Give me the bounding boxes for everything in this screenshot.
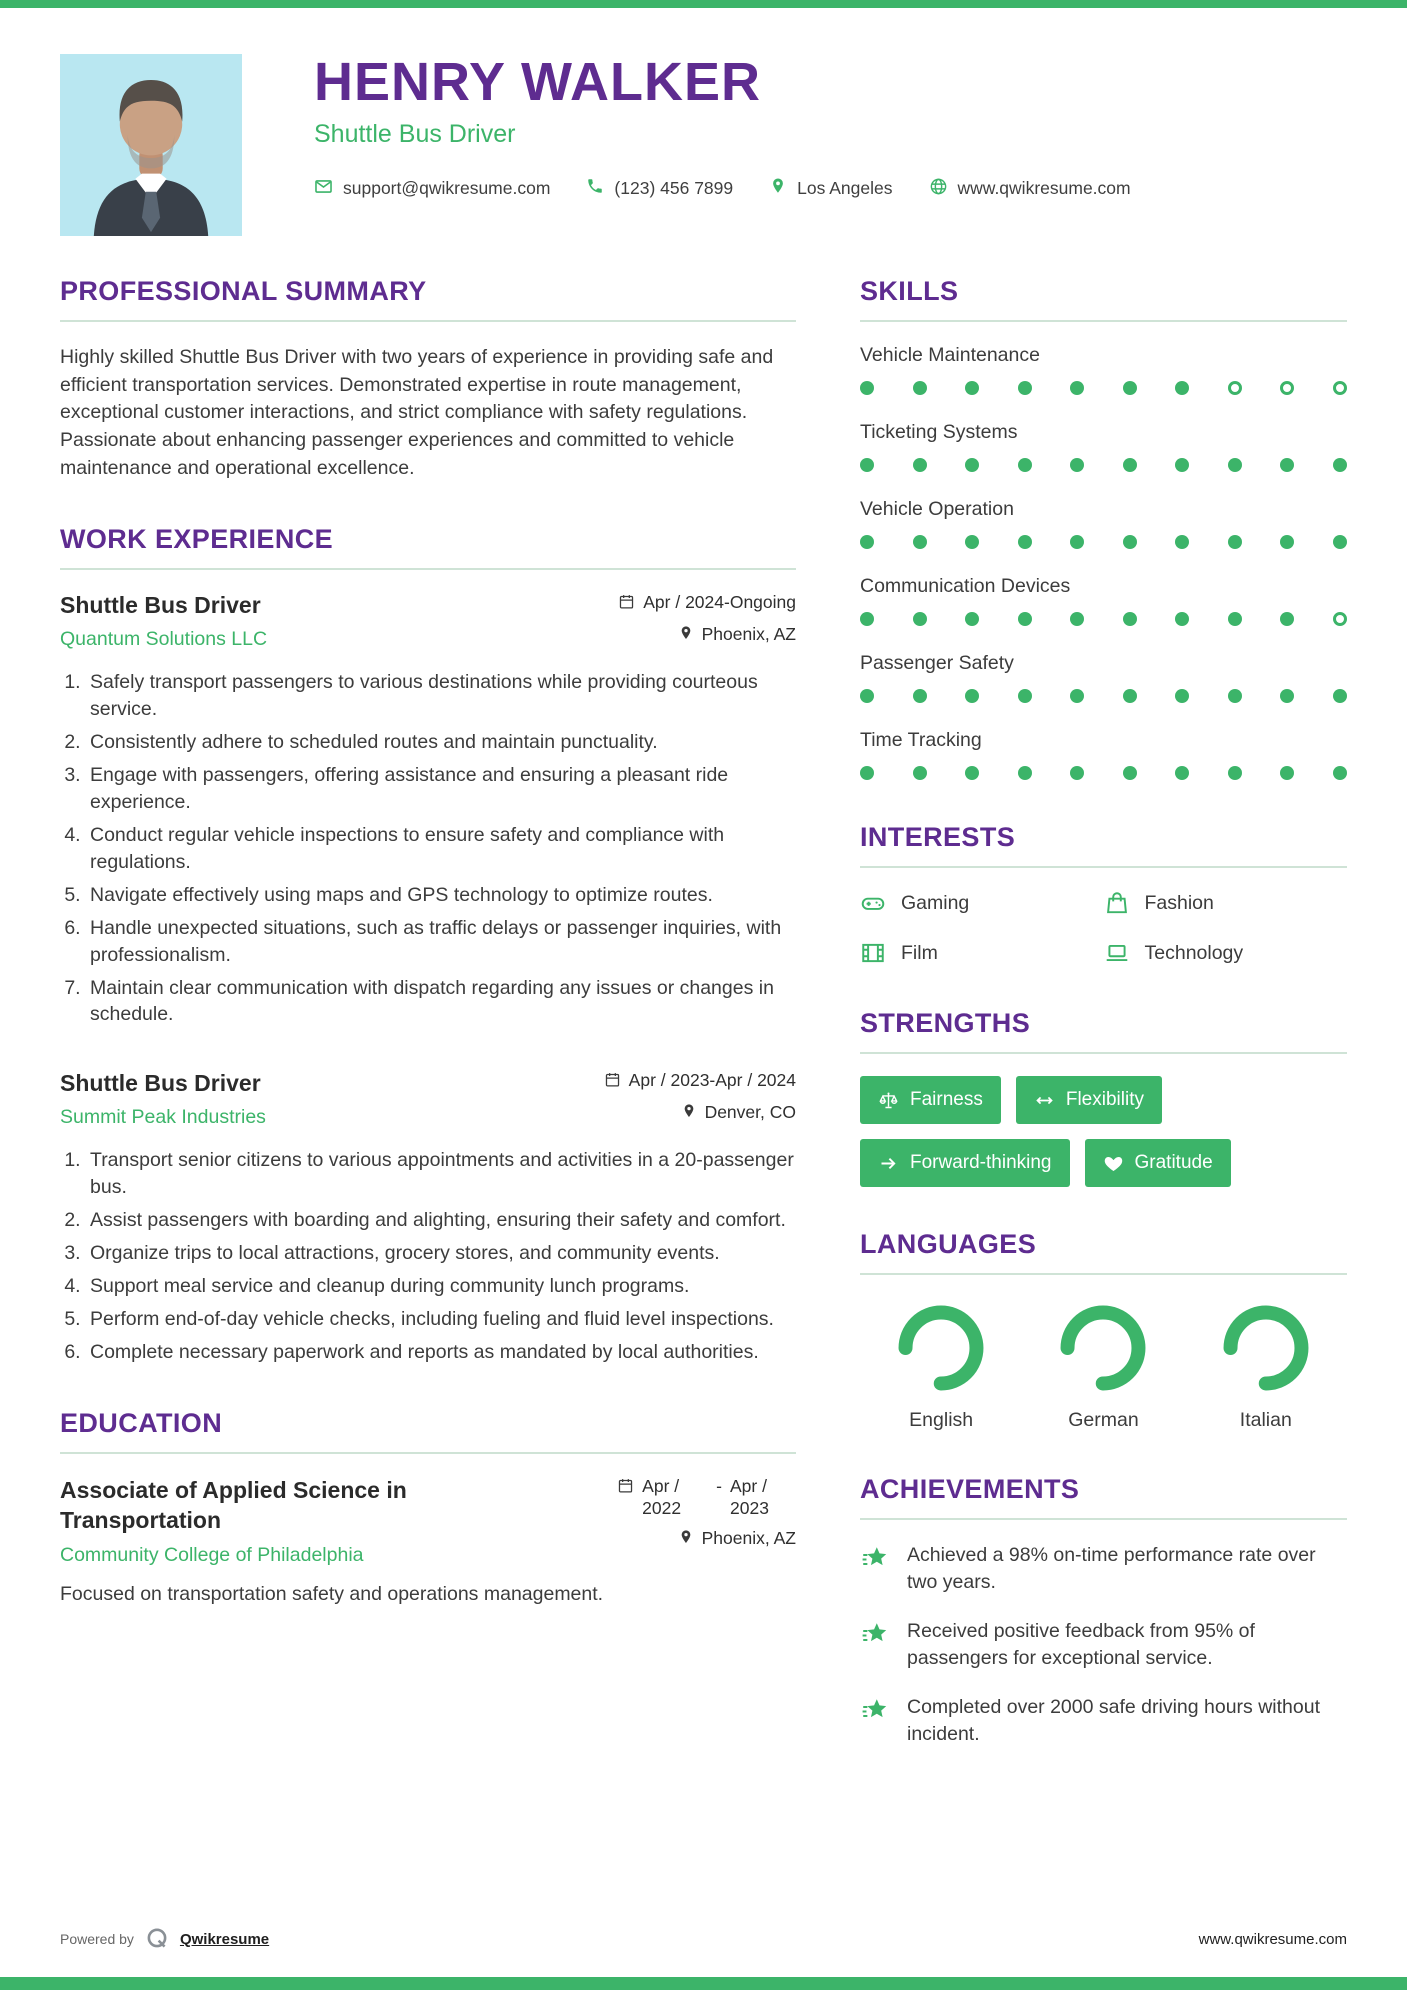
languages-section bbox=[860, 1229, 1347, 1432]
section-divider bbox=[60, 568, 796, 570]
achievement-item bbox=[860, 1694, 1347, 1748]
calendar-icon bbox=[617, 1476, 634, 1499]
calendar-icon bbox=[604, 1070, 621, 1093]
skill-item bbox=[860, 652, 1347, 703]
skill-dot-filled bbox=[1280, 458, 1294, 472]
skill-dot-filled bbox=[1070, 612, 1084, 626]
education-meta bbox=[617, 1476, 796, 1551]
section-divider bbox=[860, 320, 1347, 322]
candidate-name: HENRY WALKER bbox=[314, 52, 762, 112]
skill-dot-filled bbox=[913, 381, 927, 395]
contact-website-text: www.qwikresume.com bbox=[957, 178, 1131, 199]
job-meta bbox=[604, 1070, 796, 1124]
powered-by bbox=[60, 1926, 269, 1952]
skill-dot-filled bbox=[1280, 535, 1294, 549]
date-range-dash: - bbox=[716, 1475, 722, 1496]
skill-dot-filled bbox=[1175, 535, 1189, 549]
skill-dot-filled bbox=[1333, 689, 1347, 703]
strengths-section bbox=[860, 1008, 1347, 1187]
heart-icon bbox=[1103, 1153, 1124, 1174]
profile-photo bbox=[60, 54, 242, 236]
section-divider bbox=[860, 1518, 1347, 1520]
job-location-text: Denver, CO bbox=[704, 1102, 796, 1123]
job-duty: 5. Perform end-of-day vehicle checks, including fueling and fluid level inspections. bbox=[86, 1306, 796, 1333]
strength-label: Fairness bbox=[910, 1089, 983, 1110]
skill-rating bbox=[860, 689, 1347, 703]
skill-item bbox=[860, 729, 1347, 780]
job-title-block bbox=[60, 1070, 266, 1129]
skill-rating bbox=[860, 458, 1347, 472]
strength-chip bbox=[1085, 1139, 1231, 1187]
pin-icon bbox=[678, 1528, 694, 1550]
work-heading: WORK EXPERIENCE bbox=[60, 524, 334, 555]
job-dates-text: Apr / 2023-Apr / 2024 bbox=[628, 1070, 796, 1091]
education-degree: Associate of Applied Science in Transportation bbox=[60, 1476, 407, 1533]
pin-icon bbox=[681, 1102, 697, 1124]
skill-dot-filled bbox=[1175, 381, 1189, 395]
education-school: Community College of Philadelphia bbox=[60, 1544, 364, 1567]
strength-label: Flexibility bbox=[1065, 1089, 1144, 1110]
skill-dot-empty bbox=[1333, 612, 1347, 626]
achievement-text: Completed over 2000 safe driving hours without incident. bbox=[907, 1695, 1320, 1745]
job-location bbox=[681, 1102, 796, 1124]
skill-item bbox=[860, 575, 1347, 626]
strength-label: Gratitude bbox=[1134, 1152, 1213, 1173]
contact-location bbox=[769, 177, 892, 200]
scales-icon bbox=[878, 1090, 899, 1111]
job-entry bbox=[60, 592, 796, 1028]
interests-heading: INTERESTS bbox=[860, 822, 1016, 852]
job-duties-list bbox=[60, 669, 796, 1028]
education-date-end: Apr / 2023 bbox=[730, 1475, 769, 1518]
education-dates bbox=[617, 1476, 796, 1520]
job-title-block bbox=[60, 592, 267, 651]
powered-by-label: Powered by bbox=[60, 1931, 134, 1947]
skill-dot-filled bbox=[1123, 381, 1137, 395]
skill-dot-filled bbox=[1018, 612, 1032, 626]
summary-text: Highly skilled Shuttle Bus Driver with two years of experience in providing safe and efficient transportation services. Demonstrated expertise in route management, exceptional customer interactions, and strict compliance with safety regulations. Passionate about enhancing passenger experiences and committed to vehicle maintenance and operational excellence. bbox=[60, 346, 774, 479]
achievement-star-icon bbox=[860, 1544, 891, 1575]
skill-dot-filled bbox=[1123, 766, 1137, 780]
job-duty: 2. Assist passengers with boarding and alighting, ensuring their safety and comfort. bbox=[86, 1207, 796, 1234]
skills-heading: SKILLS bbox=[860, 276, 959, 306]
skill-dot-filled bbox=[965, 535, 979, 549]
strengths-heading: STRENGTHS bbox=[860, 1008, 1031, 1038]
skill-dot-filled bbox=[1070, 689, 1084, 703]
skill-dot-filled bbox=[965, 766, 979, 780]
skill-dot-filled bbox=[913, 458, 927, 472]
language-item bbox=[1185, 1305, 1347, 1432]
summary-heading: PROFESSIONAL SUMMARY bbox=[60, 276, 427, 306]
job-duty: 4. Support meal service and cleanup during community lunch programs. bbox=[86, 1273, 796, 1300]
left-column bbox=[60, 276, 796, 1789]
skill-dot-filled bbox=[1333, 766, 1347, 780]
summary-section bbox=[60, 276, 796, 482]
shopping-bag-icon bbox=[1104, 890, 1130, 916]
skill-dot-filled bbox=[860, 612, 874, 626]
job-duty: 3. Engage with passengers, offering assistance and ensuring a pleasant ride experience. bbox=[86, 762, 796, 816]
skill-dot-filled bbox=[1070, 381, 1084, 395]
education-note: Focused on transportation safety and operations management. bbox=[60, 1583, 604, 1606]
skill-dot-filled bbox=[1175, 689, 1189, 703]
skill-dot-filled bbox=[1175, 612, 1189, 626]
bottom-accent-bar bbox=[0, 1977, 1407, 1990]
main-content bbox=[0, 266, 1407, 1789]
skill-dot-filled bbox=[1018, 535, 1032, 549]
interest-item bbox=[1104, 940, 1348, 966]
achievement-item bbox=[860, 1542, 1347, 1596]
skill-dot-filled bbox=[1228, 766, 1242, 780]
education-location bbox=[678, 1528, 796, 1550]
job-dates bbox=[618, 592, 796, 615]
language-item bbox=[860, 1305, 1022, 1432]
skills-section bbox=[860, 276, 1347, 780]
section-divider bbox=[60, 320, 796, 322]
skill-dot-filled bbox=[1175, 458, 1189, 472]
skill-dot-filled bbox=[1070, 458, 1084, 472]
job-location-text: Phoenix, AZ bbox=[701, 624, 796, 645]
skill-dot-filled bbox=[1070, 766, 1084, 780]
strength-chip bbox=[860, 1076, 1001, 1124]
skill-dot-filled bbox=[1123, 458, 1137, 472]
skill-name: Ticketing Systems bbox=[860, 421, 1018, 443]
languages-heading: LANGUAGES bbox=[860, 1229, 1037, 1259]
skill-dot-filled bbox=[1123, 535, 1137, 549]
contact-phone-text: (123) 456 7899 bbox=[614, 178, 734, 199]
arrow-right-icon bbox=[878, 1153, 899, 1174]
achievement-star-icon bbox=[860, 1620, 891, 1651]
right-column bbox=[860, 276, 1347, 1789]
interest-item bbox=[860, 890, 1104, 916]
section-divider bbox=[60, 1452, 796, 1454]
job-duty: 5. Navigate effectively using maps and GPS technology to optimize routes. bbox=[86, 882, 796, 909]
skill-dot-filled bbox=[860, 381, 874, 395]
skill-dot-filled bbox=[913, 689, 927, 703]
education-head bbox=[60, 1476, 796, 1568]
job-meta bbox=[618, 592, 796, 646]
candidate-title: Shuttle Bus Driver bbox=[314, 119, 516, 148]
interest-label: Technology bbox=[1144, 941, 1244, 964]
interest-label: Film bbox=[901, 941, 938, 964]
skill-dot-filled bbox=[965, 689, 979, 703]
skill-dot-filled bbox=[1280, 689, 1294, 703]
job-company: Summit Peak Industries bbox=[60, 1106, 266, 1129]
language-donut-chart bbox=[898, 1305, 984, 1391]
strengths-list bbox=[860, 1076, 1347, 1187]
achievement-text: Achieved a 98% on-time performance rate over two years. bbox=[907, 1544, 1316, 1593]
job-duty: 3. Organize trips to local attractions, grocery stores, and community events. bbox=[86, 1240, 796, 1267]
languages-grid bbox=[860, 1297, 1347, 1432]
skill-rating bbox=[860, 766, 1347, 780]
skill-dot-filled bbox=[1333, 458, 1347, 472]
skill-item bbox=[860, 421, 1347, 472]
qwikresume-brand-link[interactable]: Qwikresume bbox=[179, 1930, 270, 1948]
education-degree-block bbox=[60, 1476, 510, 1568]
skill-dot-filled bbox=[1228, 612, 1242, 626]
skill-item bbox=[860, 344, 1347, 395]
interest-item bbox=[1104, 890, 1348, 916]
contact-row bbox=[314, 177, 1131, 201]
achievement-text: Received positive feedback from 95% of passengers for exceptional service. bbox=[907, 1619, 1255, 1669]
skill-dot-filled bbox=[965, 612, 979, 626]
skill-name: Vehicle Maintenance bbox=[860, 344, 1040, 366]
education-date-start: Apr / 2022 bbox=[642, 1475, 682, 1518]
skill-dot-filled bbox=[1280, 612, 1294, 626]
language-name: German bbox=[1068, 1409, 1139, 1431]
skill-rating bbox=[860, 612, 1347, 626]
job-duty: 2. Consistently adhere to scheduled routes and maintain punctuality. bbox=[86, 729, 796, 756]
achievement-item bbox=[860, 1618, 1347, 1672]
skill-name: Vehicle Operation bbox=[860, 498, 1014, 520]
pin-icon bbox=[678, 624, 694, 646]
job-dates bbox=[604, 1070, 796, 1093]
job-location bbox=[678, 624, 796, 646]
job-title: Shuttle Bus Driver bbox=[60, 1070, 261, 1097]
skill-dot-filled bbox=[1018, 689, 1032, 703]
calendar-icon bbox=[618, 592, 635, 615]
skill-dot-filled bbox=[1070, 535, 1084, 549]
language-name: English bbox=[909, 1409, 974, 1431]
language-donut-chart bbox=[1060, 1305, 1146, 1391]
interests-grid bbox=[860, 890, 1347, 966]
skill-rating bbox=[860, 381, 1347, 395]
skill-dot-empty bbox=[1280, 381, 1294, 395]
achievement-star-icon bbox=[860, 1696, 891, 1727]
achievements-heading: ACHIEVEMENTS bbox=[860, 1474, 1080, 1504]
phone-icon bbox=[586, 177, 604, 200]
footer bbox=[60, 1926, 1347, 1952]
job-duty: 6. Complete necessary paperwork and reports as mandated by local authorities. bbox=[86, 1339, 796, 1366]
qwikresume-logo-icon bbox=[144, 1926, 170, 1952]
location-pin-icon bbox=[769, 177, 787, 200]
skill-item bbox=[860, 498, 1347, 549]
language-name: Italian bbox=[1239, 1409, 1292, 1431]
envelope-icon bbox=[314, 177, 333, 201]
skill-dot-filled bbox=[1018, 458, 1032, 472]
job-duty: 7. Maintain clear communication with dispatch regarding any issues or changes in schedule. bbox=[86, 975, 796, 1029]
job-duties-list bbox=[60, 1147, 796, 1365]
skill-dot-filled bbox=[860, 689, 874, 703]
contact-location-text: Los Angeles bbox=[797, 178, 893, 199]
job-dates-text: Apr / 2024-Ongoing bbox=[643, 592, 796, 613]
skill-dot-filled bbox=[1123, 612, 1137, 626]
job-entry bbox=[60, 1070, 796, 1365]
education-location-text: Phoenix, AZ bbox=[701, 1528, 796, 1549]
education-heading: EDUCATION bbox=[60, 1407, 223, 1438]
skill-dot-filled bbox=[1333, 535, 1347, 549]
job-duty: 1. Transport senior citizens to various appointments and activities in a 20-passenger bus. bbox=[86, 1147, 796, 1201]
achievements-section bbox=[860, 1474, 1347, 1747]
skill-dot-filled bbox=[913, 535, 927, 549]
skill-dot-filled bbox=[913, 612, 927, 626]
language-donut-chart bbox=[1223, 1305, 1309, 1391]
strength-label: Forward-thinking bbox=[910, 1152, 1052, 1173]
skill-dot-filled bbox=[965, 381, 979, 395]
skill-dot-filled bbox=[1280, 766, 1294, 780]
contact-email-text: support@qwikresume.com bbox=[343, 178, 551, 199]
globe-icon bbox=[929, 177, 948, 201]
job-head bbox=[60, 592, 796, 651]
job-head bbox=[60, 1070, 796, 1129]
skill-rating bbox=[860, 535, 1347, 549]
skill-dot-filled bbox=[1228, 535, 1242, 549]
strength-chip bbox=[860, 1139, 1070, 1187]
laptop-icon bbox=[1104, 940, 1130, 966]
film-icon bbox=[860, 940, 886, 966]
interests-section bbox=[860, 822, 1347, 966]
header bbox=[0, 8, 1407, 266]
section-divider bbox=[860, 1052, 1347, 1054]
skill-dot-empty bbox=[1228, 381, 1242, 395]
contact-email[interactable] bbox=[314, 177, 550, 201]
job-duty: 1. Safely transport passengers to various destinations while providing courteous service. bbox=[86, 669, 796, 723]
work-section bbox=[60, 524, 796, 1365]
strength-chip bbox=[1016, 1076, 1162, 1124]
skill-name: Communication Devices bbox=[860, 575, 1071, 597]
footer-website-link[interactable]: www.qwikresume.com bbox=[1198, 1930, 1347, 1948]
language-item bbox=[1022, 1305, 1184, 1432]
contact-phone[interactable] bbox=[586, 177, 733, 200]
interest-item bbox=[860, 940, 1104, 966]
skill-dot-filled bbox=[1018, 381, 1032, 395]
skill-dot-filled bbox=[965, 458, 979, 472]
interest-label: Gaming bbox=[901, 891, 970, 914]
job-duty: 6. Handle unexpected situations, such as traffic delays or passenger inquiries, with professionalism. bbox=[86, 915, 796, 969]
skill-dot-filled bbox=[1018, 766, 1032, 780]
skill-name: Time Tracking bbox=[860, 729, 982, 751]
skill-dot-filled bbox=[860, 535, 874, 549]
skill-dot-filled bbox=[913, 766, 927, 780]
skill-dot-empty bbox=[1333, 381, 1347, 395]
skill-dot-filled bbox=[860, 766, 874, 780]
skill-dot-filled bbox=[860, 458, 874, 472]
contact-website[interactable] bbox=[929, 177, 1131, 201]
header-info bbox=[314, 54, 1131, 201]
skill-dot-filled bbox=[1228, 689, 1242, 703]
arrows-left-right-icon bbox=[1034, 1090, 1055, 1111]
section-divider bbox=[860, 1273, 1347, 1275]
job-company: Quantum Solutions LLC bbox=[60, 628, 268, 651]
section-divider bbox=[860, 866, 1347, 868]
education-section bbox=[60, 1408, 796, 1609]
top-accent-bar bbox=[0, 0, 1407, 8]
skill-dot-filled bbox=[1123, 689, 1137, 703]
skill-dot-filled bbox=[1228, 458, 1242, 472]
profile-photo-placeholder bbox=[60, 54, 242, 236]
job-title: Shuttle Bus Driver bbox=[60, 592, 261, 619]
gamepad-icon bbox=[860, 890, 886, 916]
job-duty: 4. Conduct regular vehicle inspections to ensure safety and compliance with regulations. bbox=[86, 822, 796, 876]
skill-name: Passenger Safety bbox=[860, 652, 1014, 674]
skill-dot-filled bbox=[1175, 766, 1189, 780]
interest-label: Fashion bbox=[1144, 891, 1214, 914]
